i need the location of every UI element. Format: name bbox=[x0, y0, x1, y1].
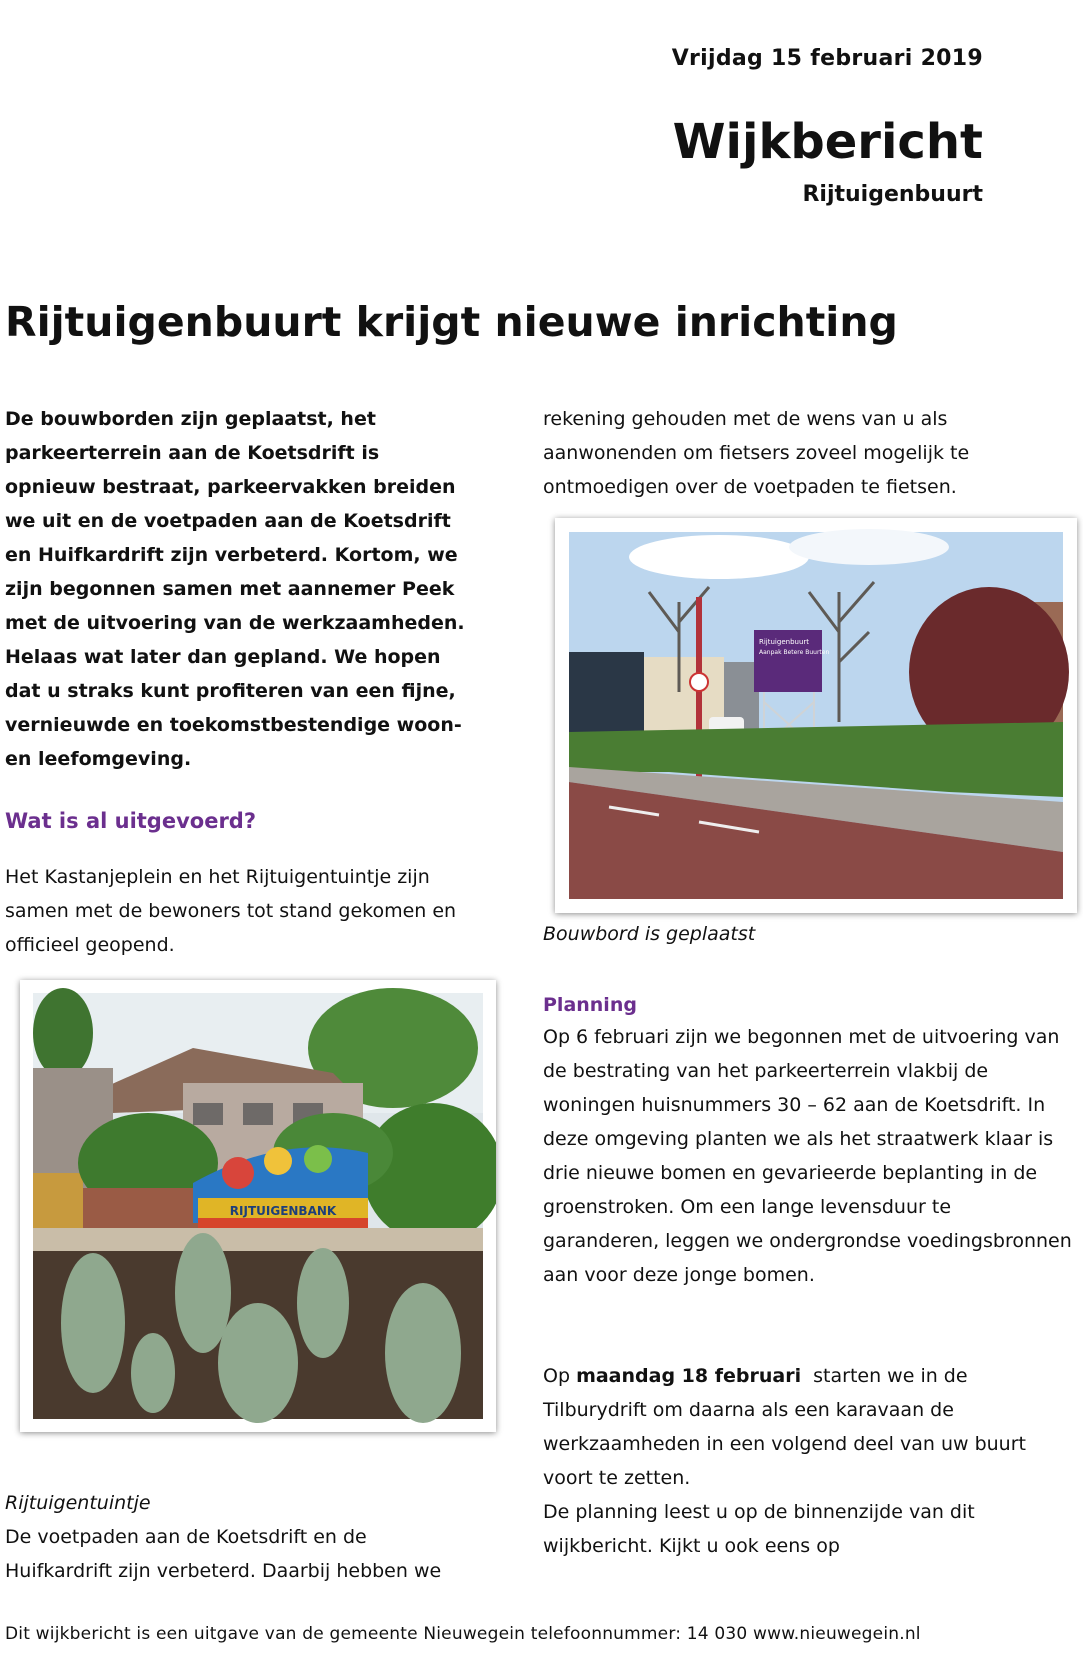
bench-text: RIJTUIGENBANK bbox=[229, 1204, 337, 1218]
footer-text: Dit wijkbericht is een uitgave van de gemeente Nieuwegein telefoonnummer: 14 030 www.nieuwegein.nl bbox=[5, 1624, 921, 1644]
intro-paragraph: De bouwborden zijn geplaatst, het parkeerterrein aan de Koetsdrift is opnieuw bestraat, parkeervakken breiden we uit en de voetpaden aan de Koetsdrift en Huifkardrift zijn verbeterd. Kortom, we zijn begonnen samen met aannemer Peek met de uitvoering van de werkzaamheden. Helaas wat later dan gepland. We hopen dat u straks kunt profiteren van een fijne, vernieuwde en toekomstbestendige woon- en leefomgeving. bbox=[5, 408, 465, 770]
section-heading-uitgevoerd: Wat is al uitgevoerd? bbox=[5, 809, 257, 833]
planning-text-2: Op maandag 18 februari starten we in de Tilburydrift om daarna als een karavaan de werkzaamheden in een volgend deel van uw buurt voort te zetten. De planning leest u op de binnenzijde van dit wijkbericht. Kijkt u ook eens op bbox=[543, 1365, 1026, 1557]
photo-left-caption: Rijtuigentuintje bbox=[5, 1492, 151, 1514]
after-photo-text: De voetpaden aan de Koetsdrift en de Huifkardrift zijn verbeterd. Daarbij hebben we bbox=[5, 1526, 442, 1582]
brand-title: Wijkbericht bbox=[672, 114, 983, 170]
photo-rijtuigentuintje bbox=[20, 980, 496, 1432]
photo-bouwbord bbox=[555, 518, 1077, 913]
planning-start-date: maandag 18 februari bbox=[576, 1365, 802, 1387]
section-uitgevoerd-text: Het Kastanjeplein en het Rijtuigentuintje zijn samen met de bewoners tot stand gekomen en officieel geopend. bbox=[5, 866, 457, 956]
photo-right-caption: Bouwbord is geplaatst bbox=[543, 923, 756, 945]
brand-subtitle: Rijtuigenbuurt bbox=[802, 182, 983, 207]
page-title: Rijtuigenbuurt krijgt nieuwe inrichting bbox=[5, 298, 898, 346]
section-heading-planning: Planning bbox=[543, 994, 637, 1016]
sign-line1: Rijtuigenbuurt bbox=[759, 638, 810, 646]
planning-text: Op 6 februari zijn we begonnen met de uitvoering van de bestrating van het parkeerterrein vlakbij de woningen huisnummers 30 – 62 aan de Koetsdrift. In deze omgeving planten we als het straatwerk klaar is drie nieuwe bomen en gevarieerde beplanting in de groenstroken. Om een lange levensduur te garanderen, leggen we ondergrondse voedingsbronnen aan voor deze jonge bomen. bbox=[543, 1026, 1072, 1286]
sign-line2: Aanpak Betere Buurten bbox=[759, 649, 830, 656]
issue-date: Vrijdag 15 februari 2019 bbox=[671, 46, 983, 71]
right-top-text: rekening gehouden met de wens van u als aanwonenden om fietsers zoveel mogelijk te ontmoedigen over de voetpaden te fietsen. bbox=[543, 408, 970, 498]
